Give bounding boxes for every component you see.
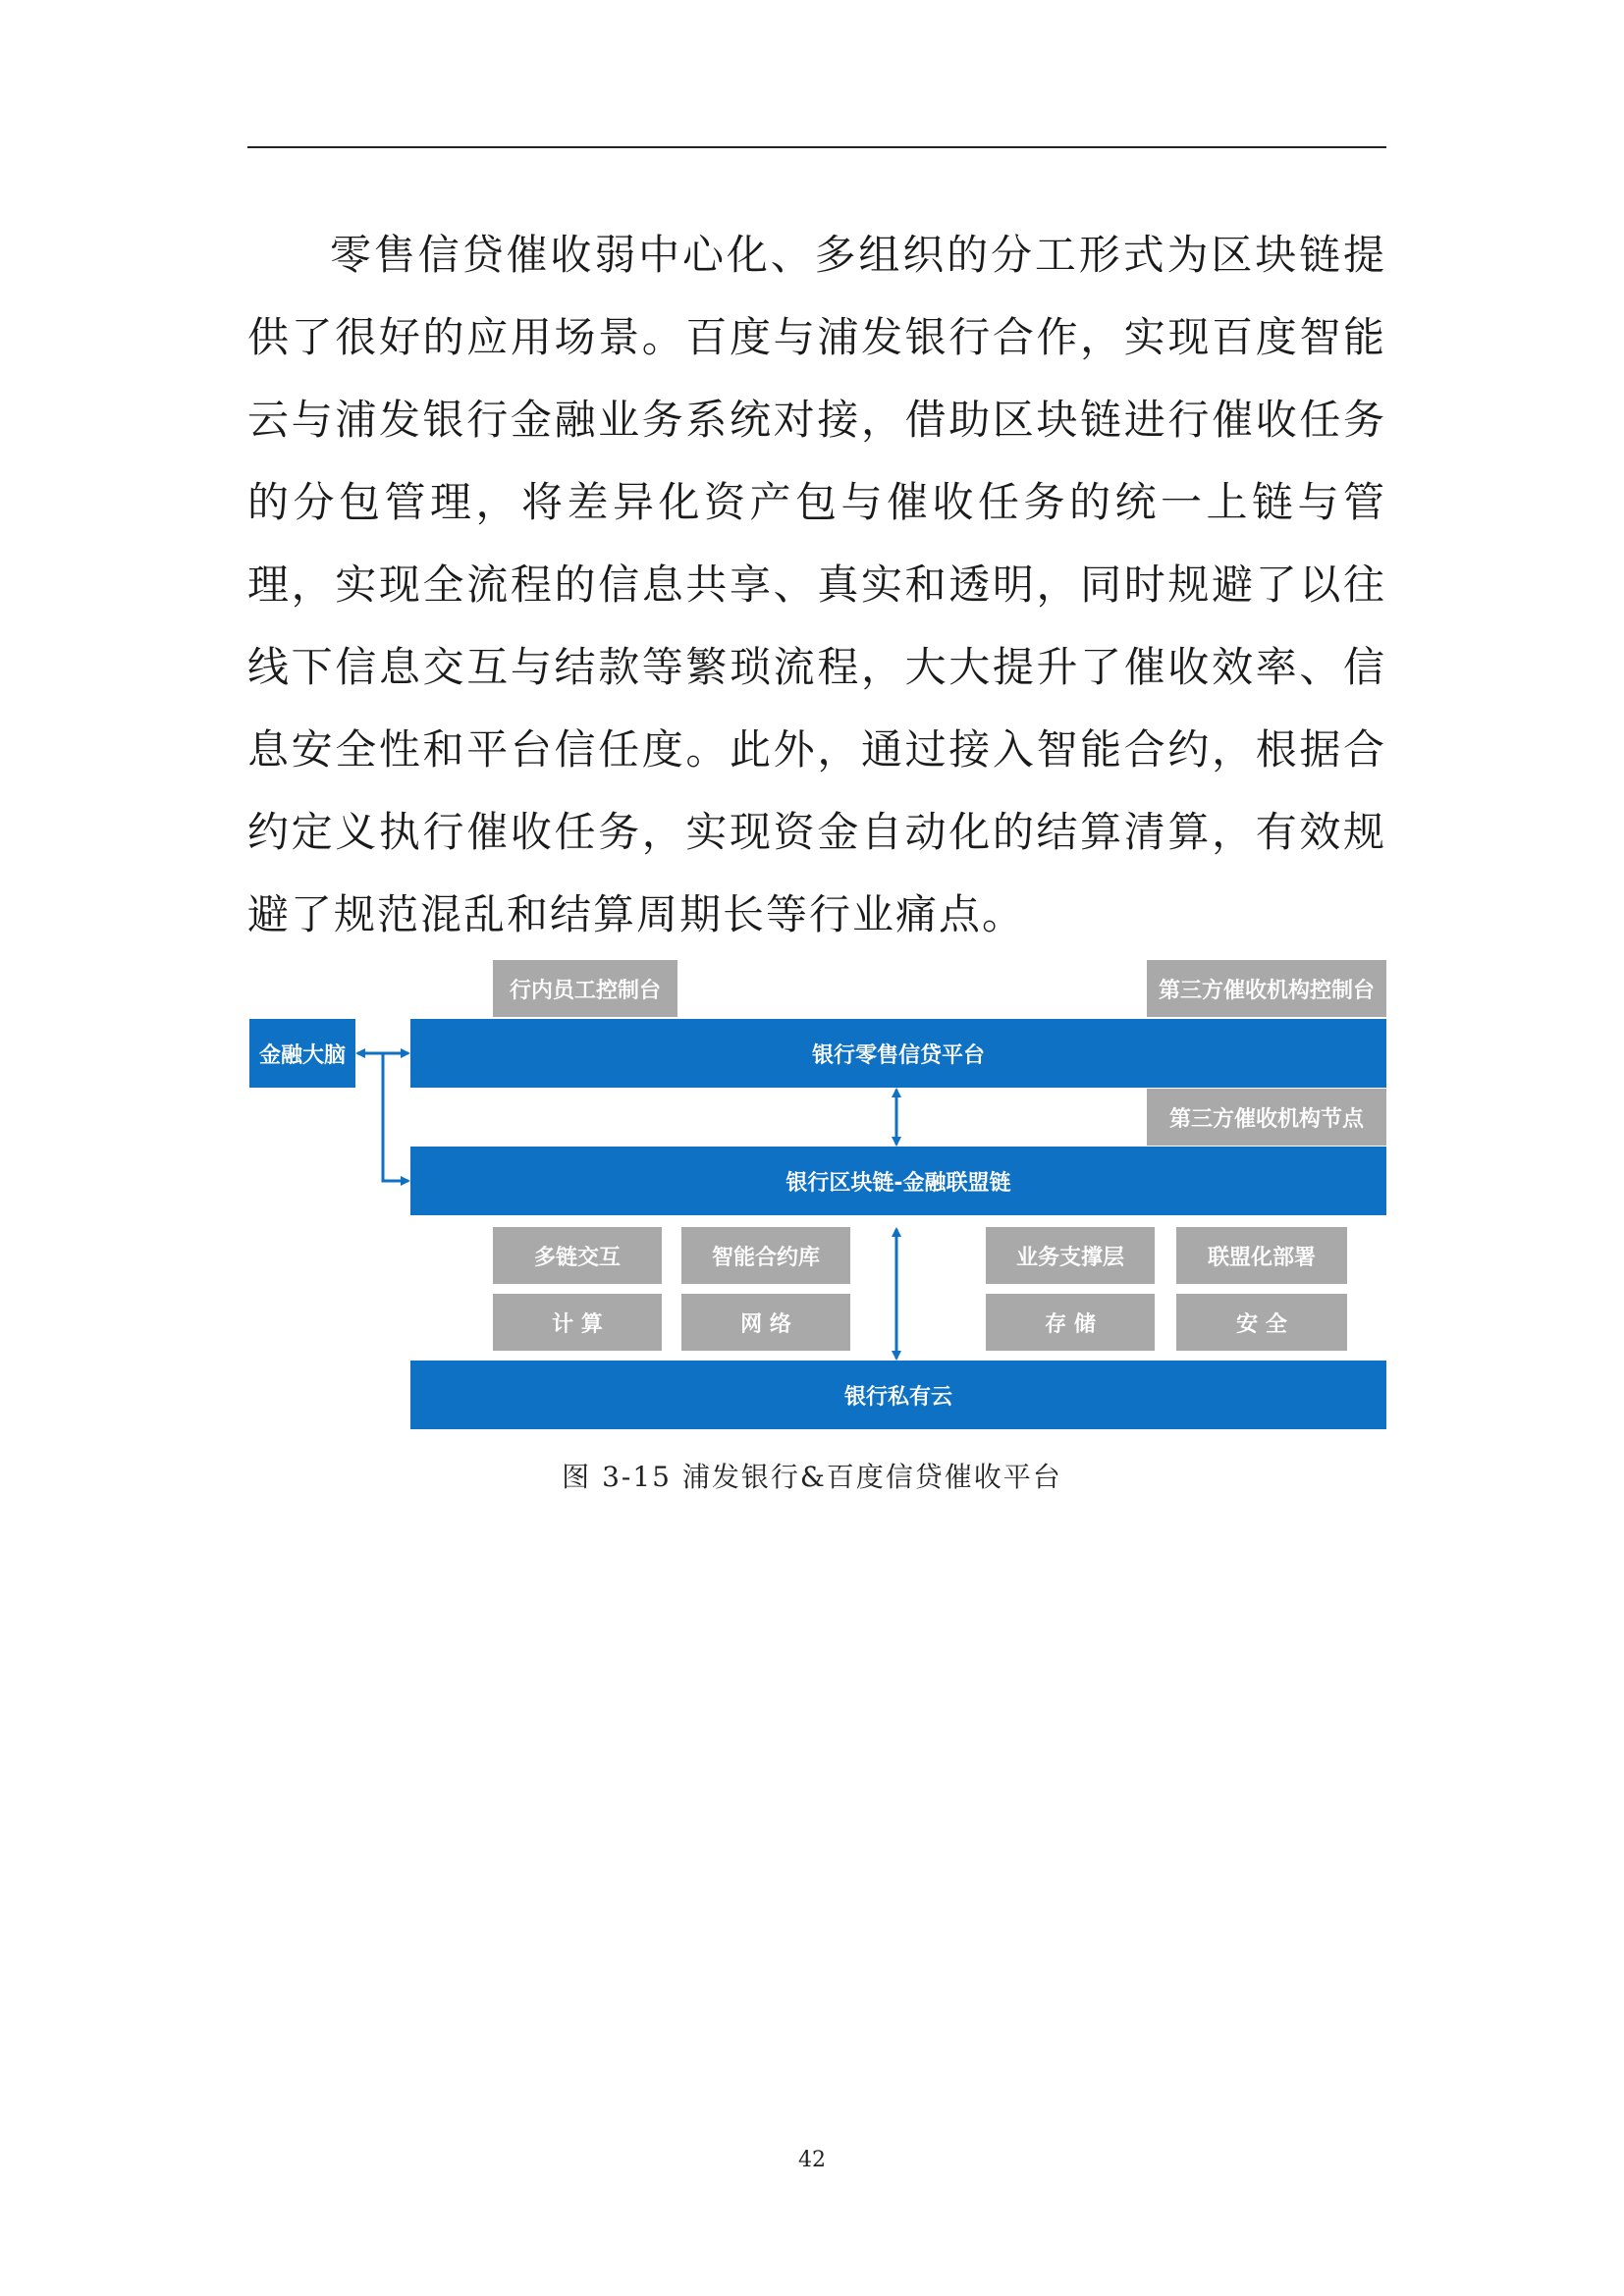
consortium-deploy-box: 联盟化部署	[1176, 1227, 1347, 1284]
third-party-console-box: 第三方催收机构控制台	[1147, 960, 1386, 1017]
page-number: 42	[798, 2148, 826, 2172]
retail-platform-box: 银行零售信贷平台	[410, 1019, 1386, 1088]
body-paragraph: 零售信贷催收弱中心化、多组织的分工形式为区块链提供了很好的应用场景。百度与浦发银行合作，实现百度智能云与浦发银行金融业务系统对接，借助区块链进行催收任务的分包管理，将差异化资产包与催收任务的统一上链与管理，实现全流程的信息共享、真实和透明，同时规避了以往线下信息交互与结款等繁琐流程，大大提升了催收效率、信息安全性和平台信任度。此外，通过接入智能合约，根据合约定义执行催收任务，实现资金自动化的结算清算，有效规避了规范混乱和结算周期长等行业痛点。	[247, 231, 1386, 938]
brain-blockchain-arrow	[383, 1053, 408, 1181]
figure-caption: 图 3-15 浦发银行&百度信贷催收平台	[562, 1461, 1062, 1493]
header-rule	[247, 146, 1386, 148]
staff-console-box: 行内员工控制台	[493, 960, 677, 1017]
private-cloud-box: 银行私有云	[410, 1361, 1386, 1429]
smart-contract-lib-box: 智能合约库	[681, 1227, 850, 1284]
finance-brain-box: 金融大脑	[249, 1019, 355, 1088]
third-party-node-box: 第三方催收机构节点	[1147, 1089, 1386, 1146]
storage-box: 存 储	[986, 1294, 1155, 1351]
blockchain-box: 银行区块链-金融联盟链	[410, 1147, 1386, 1215]
security-box: 安 全	[1176, 1294, 1347, 1351]
network-box: 网 络	[681, 1294, 850, 1351]
compute-box: 计 算	[493, 1294, 662, 1351]
business-support-box: 业务支撑层	[986, 1227, 1155, 1284]
multi-chain-box: 多链交互	[493, 1227, 662, 1284]
